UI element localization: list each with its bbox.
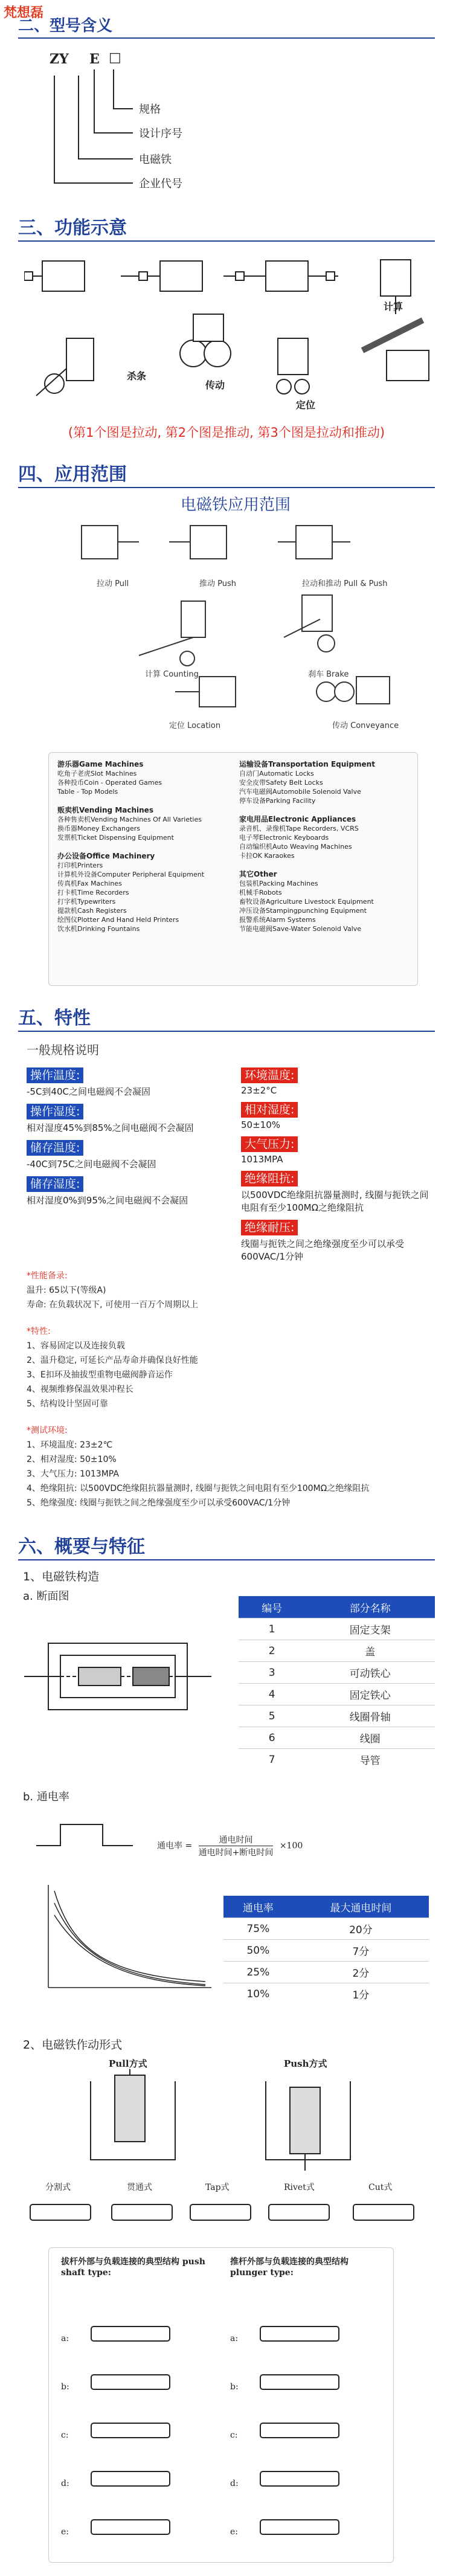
spec-label: 操作湿度: <box>27 1104 83 1119</box>
group-title: 运输设备Transportation Equipment <box>239 760 375 768</box>
feature-line: 5、结构设计坚固可靠 <box>27 1399 108 1409</box>
duty-rate: 50% <box>223 1940 293 1962</box>
application-groups-left <box>57 759 233 933</box>
feature-line: 2、温升稳定, 可延长产品寿命并确保良好性能 <box>27 1356 198 1365</box>
group-title: 贩卖机Vending Machines <box>57 806 153 814</box>
shaft-type-item: b: <box>61 2382 69 2392</box>
part-id: 7 <box>239 1749 305 1771</box>
func-label-kill: 杀条 <box>127 370 147 382</box>
group-item: Table - Top Models <box>57 788 118 796</box>
app-label-conveyance: 传动 Conveyance <box>332 721 399 730</box>
section-title-application: 四、应用范围 <box>18 464 127 485</box>
section-divider <box>18 487 435 488</box>
part-id: 5 <box>239 1705 305 1727</box>
group-item: 提款机Cash Registers <box>57 907 127 915</box>
part-name: 可动铁心 <box>305 1662 435 1684</box>
section-title-features: 五、特性 <box>18 1008 91 1029</box>
app-label-pullpush: 拉动和推动 Pull & Push <box>302 579 388 588</box>
application-diagram <box>48 492 423 746</box>
model-code-box: □ <box>109 50 121 65</box>
group-item: 畜牧设备Agriculture Livestock Equipment <box>239 898 374 906</box>
shaft-type-list <box>61 2314 69 2556</box>
notes-title: *测试环境: <box>27 1426 68 1435</box>
part-name: 导管 <box>305 1749 435 1771</box>
model-label-design: 设计序号 <box>139 127 182 140</box>
section-divider <box>18 240 435 242</box>
table-row <box>239 1662 435 1684</box>
spec-value: 50±10% <box>241 1119 280 1130</box>
group-item: 传真机Fax Machines <box>57 880 122 887</box>
func-label-drive: 传动 <box>205 379 225 391</box>
cross-section-diagram <box>24 1619 217 1740</box>
plunger-type-item: d: <box>230 2479 239 2488</box>
shaft-type-item: c: <box>61 2430 69 2440</box>
spec-value: 相对湿度45%到85%之间电磁阀不会凝固 <box>27 1122 194 1133</box>
table-row <box>223 1918 429 1940</box>
group-title: 家电用品Electronic Appliances <box>239 815 356 823</box>
part-name: 盖 <box>305 1640 435 1662</box>
model-code-zy: ZY <box>50 51 69 67</box>
duty-rate: 10% <box>223 1983 293 2005</box>
plunger-types-title: 推杆外部与负载连接的典型结构 plunger type: <box>230 2257 349 2278</box>
part-id: 1 <box>239 1618 305 1640</box>
group-item: 吃角子老虎Slot Machines <box>57 770 137 778</box>
duty-table <box>223 1896 429 2004</box>
group-item: 冲压设备Stampingpunching Equipment <box>239 907 367 915</box>
actuation-diagrams <box>48 2057 423 2172</box>
section-divider <box>18 37 435 39</box>
plunger-type-item: c: <box>230 2430 238 2440</box>
test-line: 2、相对湿度: 50±10% <box>27 1455 117 1464</box>
end-type-label: 分割式 <box>45 2183 71 2192</box>
shaft-type-item: a: <box>61 2334 69 2343</box>
feature-line: 4、视频维修保温效果冲程长 <box>27 1385 133 1394</box>
watermark: 梵想磊 <box>4 5 44 21</box>
spec-label: 环境温度: <box>241 1067 298 1083</box>
table-row <box>239 1727 435 1749</box>
formula-right: ×100 <box>279 1841 303 1851</box>
part-name: 线圈 <box>305 1727 435 1749</box>
duty-rate: 25% <box>223 1962 293 1983</box>
overview-s1: 1、电磁铁构造 <box>23 1570 100 1583</box>
spec-label: 大气压力: <box>241 1136 298 1152</box>
pull-label: Pull方式 <box>109 2058 147 2069</box>
spec-label: 绝缘耐压: <box>241 1220 298 1235</box>
group-title: 其它Other <box>239 870 277 878</box>
overview-s1b: b. 通电率 <box>23 1791 69 1803</box>
end-type-label: Cut式 <box>368 2183 393 2192</box>
group-item: 录音机、录像机Tape Recorders, VCRS <box>239 825 359 832</box>
model-code-lines <box>36 51 338 190</box>
plunger-type-item: e: <box>230 2527 239 2537</box>
part-id: 3 <box>239 1662 305 1684</box>
section-divider <box>18 1559 435 1560</box>
app-label-brake: 刹车 Brake <box>308 670 349 679</box>
section-title-overview: 六、概要与特征 <box>18 1536 145 1557</box>
table-row <box>239 1618 435 1640</box>
spec-label: 绝缘阻抗: <box>241 1171 298 1187</box>
func-label-count: 计算 <box>384 301 403 312</box>
parts-table <box>239 1596 435 1770</box>
application-groups-right <box>239 759 411 933</box>
features-subtitle: 一般规格说明 <box>27 1043 99 1057</box>
group-item: 机械手Robots <box>239 889 282 897</box>
group-item: 打字机Typewriters <box>57 898 116 906</box>
test-line: 4、绝缘阻抗: 以500VDC绝缘阻抗器量测时, 线圈与扼铁之间电阻有至少100MΩ之绝缘阻抗 <box>27 1484 370 1493</box>
duty-time: 7分 <box>293 1940 429 1962</box>
section-title-model: 二、型号含义 <box>18 17 113 35</box>
group-item: 自动门Automatic Locks <box>239 770 314 778</box>
section-divider <box>18 1031 435 1032</box>
duty-header-rate: 通电率 <box>223 1896 293 1918</box>
group-item: 绘图仪Plotter And Hand Held Printers <box>57 916 179 924</box>
push-label: Push方式 <box>284 2058 327 2069</box>
group-item: 包装机Packing Machines <box>239 880 318 887</box>
actuation-illustrations <box>48 2069 423 2172</box>
spec-value: 线圈与扼铁之间之绝缘强度至少可以承受600VAC/1分钟 <box>241 1238 405 1262</box>
feature-notes <box>27 1269 425 1510</box>
part-id: 2 <box>239 1640 305 1662</box>
test-line: 5、绝缘强度: 线圈与扼铁之间之绝缘强度至少可以承受600VAC/1分钟 <box>27 1498 291 1508</box>
duty-time: 2分 <box>293 1962 429 1983</box>
duty-time: 20分 <box>293 1918 429 1940</box>
spec-value: -5C到40C之间电磁阀不会凝固 <box>27 1086 150 1097</box>
function-diagrams <box>24 248 435 411</box>
group-item: 电子琴Electronic Keyboards <box>239 834 329 842</box>
model-code-e: E <box>89 51 100 67</box>
function-illustrations <box>24 248 435 411</box>
part-id: 4 <box>239 1684 305 1705</box>
spec-value: 相对湿度0%到95%之间电磁阀不会凝固 <box>27 1195 188 1206</box>
group-item: 计算机外设备Computer Peripheral Equipment <box>57 871 205 878</box>
part-name: 固定铁心 <box>305 1684 435 1705</box>
spec-label: 储存温度: <box>27 1140 83 1156</box>
end-type-label: Tap式 <box>205 2183 230 2192</box>
group-item: 汽车电磁阀Automobile Solenoid Valve <box>239 788 361 796</box>
group-item: 各种投币Coin - Operated Games <box>57 779 162 787</box>
table-row <box>239 1640 435 1662</box>
spec-value: 23±2°C <box>241 1085 277 1096</box>
model-label-solenoid: 电磁铁 <box>139 153 172 166</box>
plunger-type-item: a: <box>230 2334 239 2343</box>
model-label-spec: 规格 <box>139 103 161 116</box>
formula <box>157 1834 303 1858</box>
formula-numerator: 通电时间 <box>199 1834 274 1846</box>
group-item: 发票机Ticket Dispensing Equipment <box>57 834 174 842</box>
end-type-illustrations <box>24 2195 429 2232</box>
test-line: 3、大气压力: 1013MPA <box>27 1469 119 1479</box>
duty-time: 1分 <box>293 1983 429 2005</box>
group-item: 自动编织机Auto Weaving Machines <box>239 843 352 851</box>
formula-denominator: 通电时间+断电时间 <box>198 1848 274 1858</box>
spec-label: 操作温度: <box>27 1067 83 1083</box>
group-item: 换币器Money Exchangers <box>57 825 140 832</box>
app-label-location: 定位 Location <box>169 721 221 730</box>
app-label-pull: 拉动 Pull <box>97 579 129 588</box>
application-list-panel <box>48 752 418 986</box>
formula-left: 通电率 = <box>157 1841 193 1851</box>
app-label-push: 推动 Push <box>199 579 236 588</box>
spec-value: 1013MPA <box>241 1154 283 1165</box>
group-item: 停车设备Parking Facility <box>239 797 316 805</box>
duty-header-time: 最大通电时间 <box>293 1896 429 1918</box>
parts-header-id: 编号 <box>239 1596 305 1618</box>
end-type-label: 贯通式 <box>127 2183 152 2192</box>
group-item: 打印机Printers <box>57 861 103 869</box>
table-row <box>239 1749 435 1771</box>
spec-label: 相对湿度: <box>241 1102 298 1118</box>
feature-line: 1、容易固定以及连接负载 <box>27 1341 125 1351</box>
func-label-locate: 定位 <box>296 399 316 411</box>
spec-value: -40C到75C之间电磁阀不会凝固 <box>27 1159 156 1170</box>
group-item: 饮水机Drinking Fountains <box>57 925 140 933</box>
group-item: 各种售卖机Vending Machines Of All Varieties <box>57 816 202 823</box>
shaft-type-illustrations <box>85 2320 206 2556</box>
spec-value: 以500VDC绝缘阻抗器量测时, 线圈与扼铁之间电阻有至少100MΩ之绝缘阻抗 <box>241 1190 429 1213</box>
shaft-type-item: e: <box>61 2527 69 2537</box>
group-item: 节能电磁阀Save-Water Solenoid Valve <box>239 925 362 933</box>
parts-header-name: 部分名称 <box>305 1596 435 1618</box>
group-title: 游乐器Game Machines <box>57 760 144 768</box>
shaft-type-item: d: <box>61 2479 69 2488</box>
table-row <box>239 1684 435 1705</box>
group-item: 卡拉OK Karaokes <box>239 852 295 860</box>
duty-pulse-diagram <box>36 1818 157 1855</box>
plunger-type-item: b: <box>230 2382 239 2392</box>
overview-s1a: a. 断面图 <box>23 1590 69 1603</box>
notes-title: *性能备录: <box>27 1271 68 1281</box>
spec-grid <box>27 1066 431 1267</box>
group-item: 报警系统Alarm Systems <box>239 916 316 924</box>
table-row <box>239 1705 435 1727</box>
table-row <box>223 1983 429 2005</box>
table-row <box>223 1962 429 1983</box>
overview-s2: 2、电磁铁作动形式 <box>23 2038 123 2052</box>
part-name: 线圈骨轴 <box>305 1705 435 1727</box>
function-caption: (第1个图是拉动, 第2个图是推动, 第3个图是拉动和推动) <box>68 425 385 440</box>
application-diagram-title: 电磁铁应用范围 <box>180 496 291 514</box>
spec-label: 储存湿度: <box>27 1176 83 1192</box>
note-line: 温升: 65以下(等级A) <box>27 1286 106 1295</box>
model-label-company: 企业代号 <box>139 178 182 190</box>
end-type-row <box>24 2181 429 2235</box>
test-line: 1、环境温度: 23±2℃ <box>27 1440 113 1450</box>
part-name: 固定支架 <box>305 1618 435 1640</box>
duty-curve-chart <box>36 1879 217 2000</box>
plunger-type-illustrations <box>254 2320 375 2556</box>
feature-line: 3、E扣环及抽拔型重物电磁阀静音运作 <box>27 1370 173 1380</box>
duty-rate: 75% <box>223 1918 293 1940</box>
plunger-type-list <box>230 2314 239 2556</box>
table-row <box>223 1940 429 1962</box>
shaft-types-panel <box>48 2247 394 2563</box>
note-line: 寿命: 在负载状况下, 可使用一百万个周期以上 <box>27 1300 199 1310</box>
group-title: 办公设备Office Machinery <box>57 852 155 860</box>
section-title-function: 三、功能示意 <box>18 217 127 239</box>
model-code-diagram <box>36 51 338 190</box>
group-item: 打卡机Time Recorders <box>57 889 129 897</box>
end-type-label: Rivet式 <box>284 2183 315 2192</box>
group-item: 安全皮带Safety Belt Locks <box>239 779 323 787</box>
app-label-counting: 计算 Counting <box>145 670 199 679</box>
notes-title: *特性: <box>27 1327 51 1336</box>
part-id: 6 <box>239 1727 305 1749</box>
application-illustrations <box>48 517 423 734</box>
shaft-types-title: 拔杆外部与负载连接的典型结构 push shaft type: <box>61 2257 205 2278</box>
